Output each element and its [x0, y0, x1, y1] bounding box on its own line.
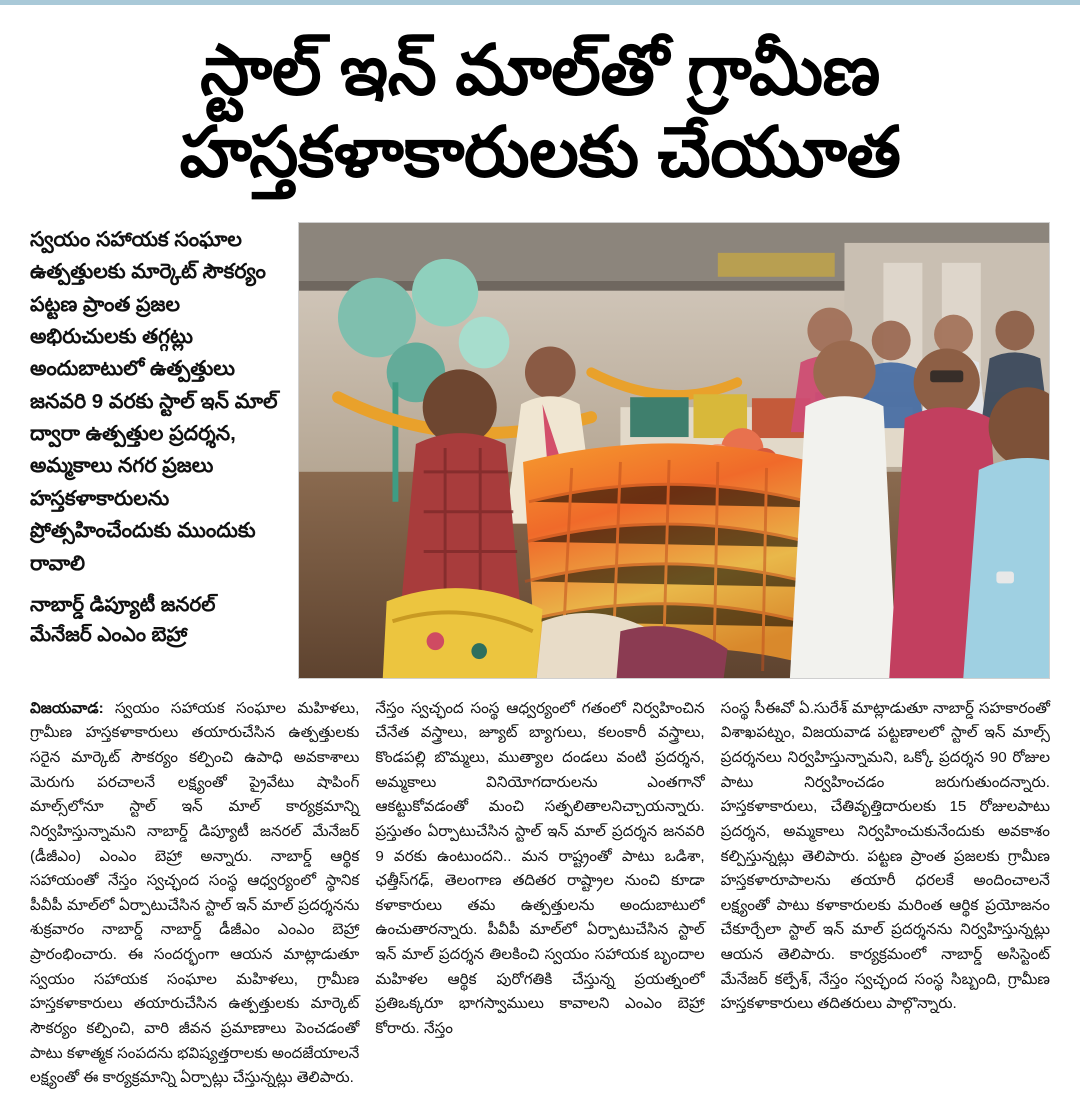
dateline: విజయవాడ: — [30, 699, 104, 717]
body-column-1-text: స్వయం సహాయక సంఘాల మహిళలు, గ్రామీణ హస్తకళాకారులు తయారుచేసిన ఉత్పత్తులకు సరైన మార్కెట్ సౌకర్యం కల్పించి ఉపాధి అవకాశాలు మెరుగు పరచాలనే లక్ష్యంతో ప్రైవేటు షాపింగ్ మాల్స్‌లోనూ స్టాల్ ఇన్ మాల్ కార్యక్రమాన్ని నిర్వహిస్తున్నామని నాబార్డ్ డిప్యూటీ జనరల్ మేనేజర్ (డీజీఎం) ఎంఎం బెహ్రా అన్నారు. నాబార్డ్ ఆర్థిక సహాయంతో నేస్తం స్వచ్ఛంద సంస్థ ఆధ్వర్యంలో స్థానిక పీవీపీ మాల్‌లో ఏర్పాటుచేసిన స్టాల్ ఇన్ మాల్ ప్రదర్శనను శుక్రవారం నాబార్డ్ నాబార్డ్ డీజీఎం ఎంఎం బెహ్రా ప్రారంభించారు. ఈ సందర్భంగా ఆయన మాట్లాడుతూ స్వయం సహాయక సంఘాల మహిళలు, గ్రామీణ హస్తకళాకారులు తయారుచేసిన ఉత్పత్తులకు మార్కెట్ సౌకర్యం కల్పించి, వారి జీవన ప్రమాణాలు పెంచడంతో పాటు కళాత్మక సంపదను భవిష్యత్తరాలకు అందజేయాలనే లక్ష్యంతో ఈ కార్యక్రమాన్ని ఏర్పాట్లు చేస్తున్నట్లు తెలిపారు. — [30, 699, 360, 1087]
photo-content — [299, 223, 1049, 678]
pull-quote-text: స్వయం సహాయక సంఘాల ఉత్పత్తులకు మార్కెట్ సౌకర్యం పట్టణ ప్రాంత ప్రజల అభిరుచులకు తగ్గట్లు అందుబాటులో ఉత్పత్తులు జనవరి 9 వరకు స్టాల్ ఇన్ మాల్ ద్వారా ఉత్పత్తుల ప్రదర్శన, అమ్మకాలు నగర ప్రజలు హస్తకళాకారులను ప్రోత్సహించేందుకు ముందుకు రావాలి — [30, 227, 278, 575]
body-column-3 — [721, 697, 1050, 1091]
headline-line-2: హస్తకళాకారులకు చేయూత — [179, 113, 901, 192]
article-photo — [298, 222, 1050, 679]
body-column-1 — [30, 697, 359, 1091]
page-title — [30, 31, 1050, 192]
pull-quote — [30, 222, 280, 650]
body-column-3-text: సంస్థ సీఈవో ఏ.సురేశ్ మాట్లాడుతూ నాబార్డ్ సహకారంతో విశాఖపట్నం, విజయవాడ పట్టణాలలో స్టాల్ ఇన్ మాల్స్ ప్రదర్శనలు నిర్వహిస్తున్నామని, ఒక్కో ప్రదర్శన 90 రోజుల పాటు నిర్వహించడం జరుగుతుందన్నారు. హస్తకళాకారులు, చేతివృత్తిదారులకు 15 రోజులపాటు ప్రదర్శన, అమ్మకాలు నిర్వహించుకునేందుకు అవకాశం కల్పిస్తున్నట్లు తెలిపారు. పట్టణ ప్రాంత ప్రజలకు గ్రామీణ హస్తకళారూపాలను తయారీ ధరలకే అందించాలనే లక్ష్యంతో పాటు కళాకారులకు మరింత ఆర్థిక ప్రయోజనం చేకూర్చేలా స్టాల్ ఇన్ మాల్ ప్రదర్శనను నిర్వహిస్తున్నట్లు ఆయన తెలిపారు. కార్యక్రమంలో నాబార్డ్ అసిస్టెంట్ మేనేజర్ కల్పేశ్, నేస్తం స్వచ్ఛంద సంస్థ సిబ్బంది, గ్రామీణ హస్తకళాకారులు తదితరులు పాల్గొన్నారు. — [720, 699, 1050, 1013]
article-body — [30, 697, 1050, 1091]
photo-illustration — [299, 223, 1049, 678]
pull-quote-credit: నాబార్డ్ డిప్యూటీ జనరల్ మేనేజర్ ఎంఎం బెహ్రా — [30, 593, 216, 646]
headline-line-1: స్టాల్ ఇన్ మాల్‌తో గ్రామీణ — [200, 31, 880, 109]
body-column-2 — [375, 697, 704, 1091]
body-column-2-text: నేస్తం స్వచ్ఛంద సంస్థ ఆధ్వర్యంలో గతంలో నిర్వహించిన చేనేత వస్త్రాలు, జ్యూట్ బ్యాగులు, కలంకారీ వస్త్రాలు, కొండపల్లి బొమ్మలు, ముత్యాల దండలు వంటి ప్రదర్శన, అమ్మకాలు వినియోగదారులను ఎంతగానో ఆకట్టుకోవడంతో మంచి సత్ఫలితాలనిచ్చాయన్నారు. ప్రస్తుతం ఏర్పాటుచేసిన స్టాల్ ఇన్ మాల్ ప్రదర్శన జనవరి 9 వరకు ఉంటుందని.. మన రాష్ట్రంతో పాటు ఒడిశా, ఛత్తీస్‌గఢ్, తెలంగాణ తదితర రాష్ట్రాల నుంచి కూడా కళాకారులు తమ ఉత్పత్తులను అందుబాటులో ఉంచుతారన్నారు. పీవీపీ మాల్‌లో ఏర్పాటుచేసిన స్టాల్ ఇన్ మాల్ ప్రదర్శన తిలకించి స్వయం సహాయక బృందాల మహిళల ఆర్థిక పురోగతికి చేస్తున్న ప్రయత్నంలో ప్రతిఒక్కరూ భాగస్వాములు కావాలని ఎంఎం బెహ్రా కోరారు. నేస్తం — [375, 699, 705, 1037]
lead-section — [30, 222, 1050, 679]
body-paragraph-1 — [30, 697, 359, 1091]
newspaper-page — [0, 5, 1080, 1117]
